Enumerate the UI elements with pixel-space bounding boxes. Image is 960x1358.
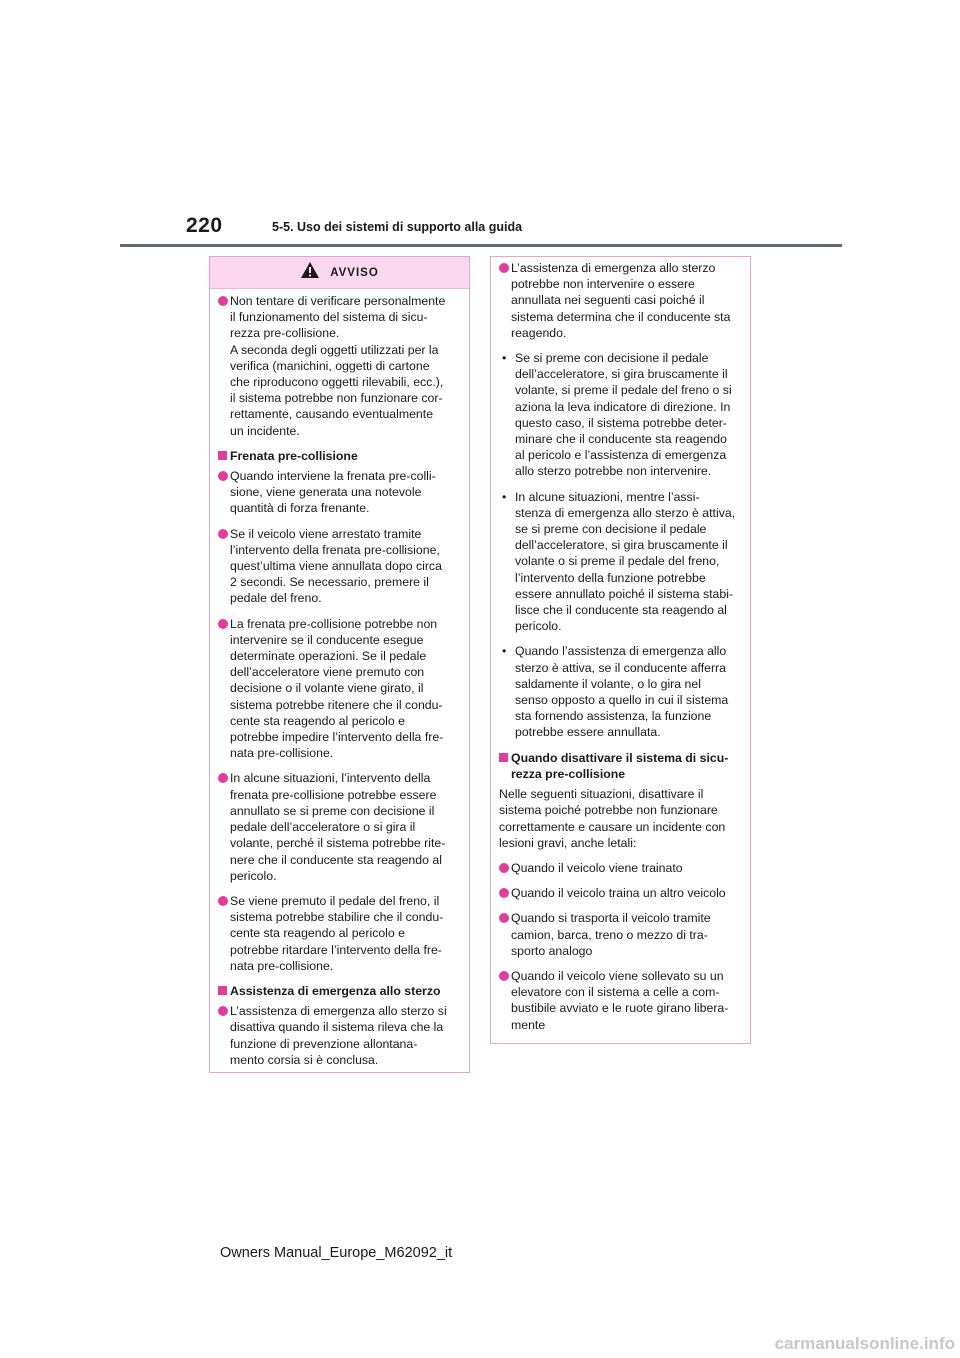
- list-item-text: Non tentare di verificare personalmente il funzionamento del sistema di sicu- rezza pre-collisione. A seconda degli oggetti utilizzati per la verifica (manichini, oggetti di cartone che riproducono oggetti rilevabili, ecc.), il sistema potrebbe non funzionare cor- rettamente, causando eventualmente un incidente.: [230, 294, 446, 438]
- paragraph: Nelle seguenti situazioni, disattivare il sistema poiché potrebbe non funzionare correttamente e causare un incidente con lesioni gravi, anche letali:: [499, 787, 726, 850]
- list-item: [499, 885, 743, 901]
- section-title: 5-5. Uso dei sistemi di supporto alla guida: [272, 220, 523, 234]
- heading-text: Assistenza di emergenza allo sterzo: [230, 983, 441, 998]
- subsection-heading: [218, 983, 462, 999]
- round-bullet-icon: [218, 471, 230, 481]
- list-item-text: Quando interviene la frenata pre-colli- sione, viene generata una notevole quantità di forza frenante.: [230, 469, 436, 516]
- list-item-text: La frenata pre-collisione potrebbe non intervenire se il conducente esegue determinate operazioni. Se il pedale dell’acceleratore viene premuto con decisione o il volante viene girato, il sistema potrebbe ritenere che il condu- cente sta reagendo al pericolo e potrebbe impedire l’intervento della fre- nata pre-collisione.: [230, 616, 444, 761]
- round-bullet-icon: [218, 296, 230, 306]
- warning-band: [210, 257, 469, 289]
- round-bullet-icon: [218, 773, 230, 783]
- list-item-text: Se il veicolo viene arrestato tramite l’intervento della frenata pre-collisione, quest’ultima viene annullata dopo circa 2 secondi. Se necessario, premere il pedale del freno.: [230, 526, 442, 606]
- list-item: [218, 468, 462, 517]
- round-bullet-icon: [499, 913, 511, 923]
- round-bullet-icon: [218, 896, 230, 906]
- sub-list-item-text: Se si preme con decisione il pedale dell’acceleratore, si gira bruscamente il volante, si preme il pedale del freno o si aziona la leva indicatore di direzione. In questo caso, il sistema potrebbe deter- minare che il conducente sta reagendo al pericolo e l’assistenza di emergenza allo sterzo potrebbe non intervenire.: [515, 351, 732, 479]
- footer-text: Owners Manual_Europe_M62092_it: [220, 1245, 453, 1261]
- list-item-text: Quando il veicolo traina un altro veicolo: [511, 886, 726, 901]
- heading-text: Quando disattivare il sistema di sicu- rezza pre-collisione: [511, 750, 729, 781]
- heading-text: Frenata pre-collisione: [230, 448, 358, 463]
- list-item-text: In alcune situazioni, l’intervento della frenata pre-collisione potrebbe essere annullato se si preme con decisione il pedale dell’acceleratore o si gira il volante, perché il sistema potrebbe rite- nere che il conducente sta reagendo al pericolo.: [230, 771, 446, 883]
- sub-list-item: [502, 643, 743, 740]
- list-item: [218, 893, 462, 974]
- list-item: [499, 968, 743, 1033]
- list-item-text: Quando si trasporta il veicolo tramite camion, barca, treno o mezzo di tra- sporto analogo: [511, 911, 711, 958]
- list-item: [218, 770, 462, 883]
- square-bullet-icon: [218, 451, 230, 460]
- list-item-text: Se viene premuto il pedale del freno, il sistema potrebbe stabilire che il condu- cente sta reagendo al pericolo e potrebbe ritardare l’intervento della fre- nata pre-collisione.: [230, 893, 444, 973]
- list-item: [218, 616, 462, 762]
- round-bullet-icon: [499, 863, 511, 873]
- right-column-body: [491, 257, 750, 1050]
- list-item: [218, 1003, 462, 1068]
- square-bullet-icon: [499, 753, 511, 762]
- round-bullet-icon: [218, 1006, 230, 1016]
- watermark: carmanualsonline.info: [774, 1334, 955, 1353]
- page-number: 220: [186, 214, 223, 237]
- list-item-text: L’assistenza di emergenza allo sterzo potrebbe non intervenire o essere annullata nei seguenti casi poiché il sistema determina che il conducente sta reagendo.: [511, 261, 731, 340]
- subsection-heading: [218, 448, 462, 464]
- warning-triangle-icon: [300, 261, 320, 284]
- round-bullet-icon: [499, 263, 511, 273]
- round-bullet-icon: [499, 971, 511, 981]
- sub-list-item: [502, 489, 743, 635]
- small-bullet-icon: •: [502, 489, 507, 504]
- square-bullet-icon: [218, 986, 230, 995]
- left-column-body: [210, 289, 469, 1085]
- sub-list-item-text: Quando l’assistenza di emergenza allo sterzo è attiva, se il conducente afferra saldamente il volante, o lo gira nel senso opposto a quello in cui il sistema sta fornendo assistenza, la funzione potrebbe essere annullata.: [515, 644, 729, 740]
- round-bullet-icon: [218, 529, 230, 539]
- small-bullet-icon: •: [502, 644, 507, 659]
- list-item: [499, 910, 743, 959]
- warning-label: AVVISO: [330, 266, 379, 279]
- round-bullet-icon: [499, 888, 511, 898]
- small-bullet-icon: •: [502, 351, 507, 366]
- list-item: [499, 860, 743, 876]
- header-rule: [120, 244, 842, 247]
- continued-panel: [490, 256, 751, 1044]
- round-bullet-icon: [218, 619, 230, 629]
- sub-list-item-text: In alcune situazioni, mentre l’assi- stenza di emergenza allo sterzo è attiva, se si preme con decisione il pedale dell’acceleratore, si gira bruscamente il volante o si preme il pedale del freno, l’intervento della funzione potrebbe essere annullato poiché il sistema stabi- lisce che il conducente sta reagendo al pericolo.: [515, 489, 736, 634]
- list-item: [218, 526, 462, 607]
- list-item: [218, 293, 462, 439]
- list-item: [499, 260, 743, 341]
- warning-panel: [209, 256, 470, 1073]
- sub-list-item: [502, 350, 743, 480]
- list-item-text: Quando il veicolo viene sollevato su un elevatore con il sistema a celle a com- bustibile avviato e le ruote girano libera- mente: [511, 968, 729, 1032]
- subsection-heading: [499, 750, 743, 782]
- list-item-text: Quando il veicolo viene trainato: [511, 860, 683, 875]
- list-item-text: L’assistenza di emergenza allo sterzo si disattiva quando il sistema rileva che la funzione di prevenzione allontana- mento corsia si è conclusa.: [230, 1004, 447, 1067]
